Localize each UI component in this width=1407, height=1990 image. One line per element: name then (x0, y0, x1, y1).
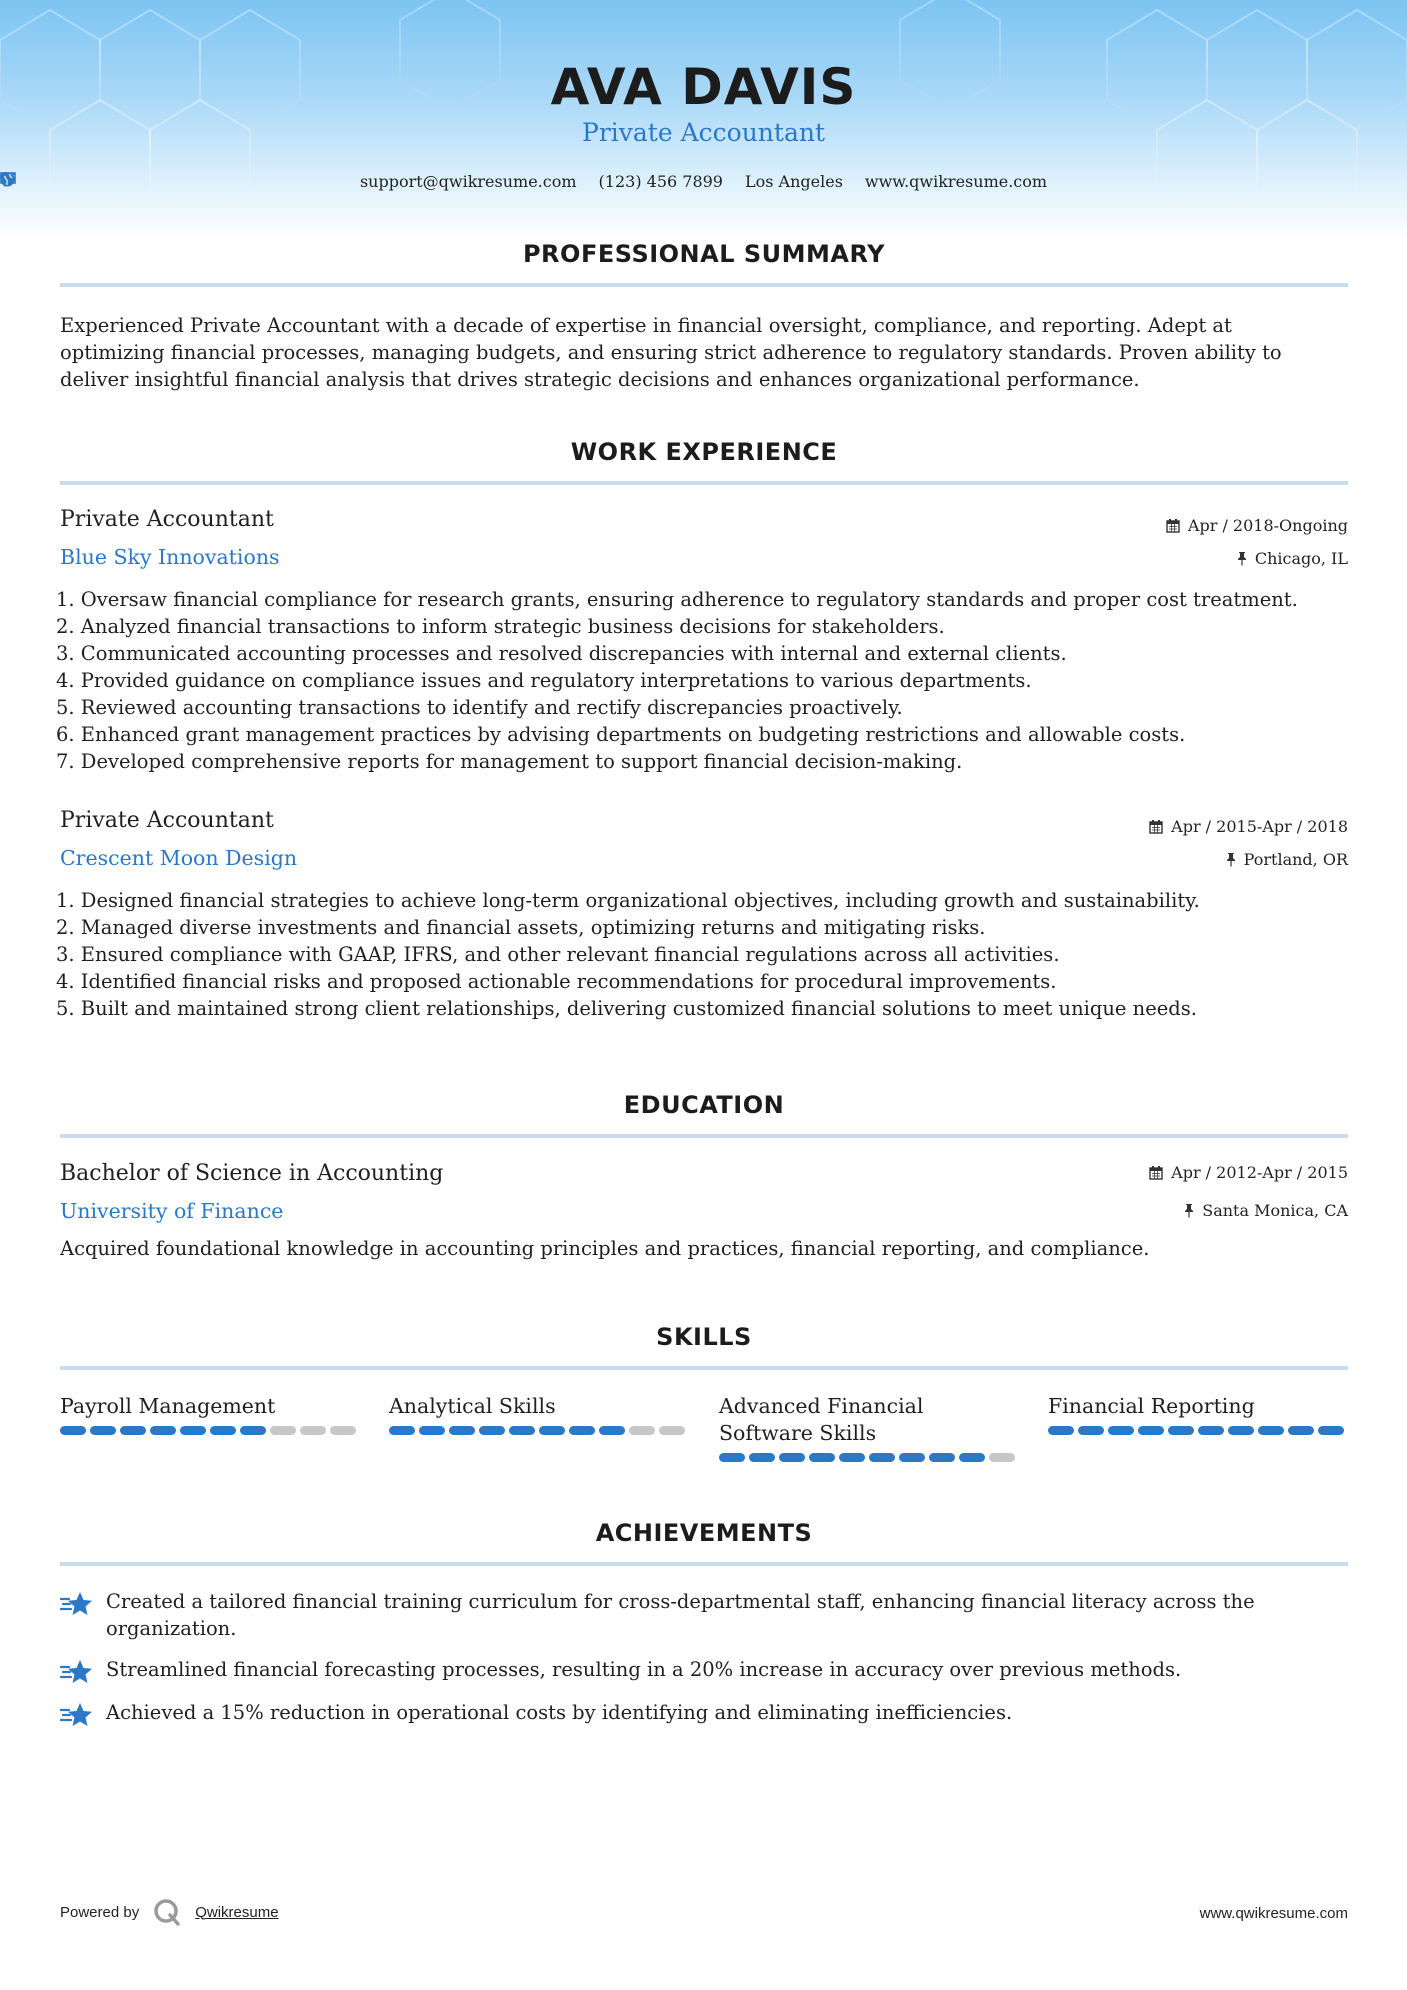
achievement-item (60, 1588, 1350, 1642)
skill-level-filled (479, 1426, 505, 1435)
calendar-icon (1166, 518, 1180, 533)
list-item: 1. Oversaw financial compliance for research grants, ensuring adherence to regulatory standards and proper cost treatment. (56, 588, 1298, 611)
skill-item (719, 1393, 1019, 1462)
header-banner (0, 0, 1407, 240)
job-company: Crescent Moon Design (60, 846, 298, 870)
candidate-role: Private Accountant (582, 118, 825, 147)
qwikresume-logo-icon (153, 1898, 181, 1926)
achievement-line: Achieved a 15% reduction in operational costs by identifying and eliminating inefficiencies. (106, 1701, 1013, 1724)
contact-email[interactable] (360, 172, 577, 191)
job-location-text: Portland, OR (1243, 850, 1348, 869)
contact-bar (0, 172, 1407, 191)
calendar-icon (1149, 1165, 1163, 1180)
degree-title: Bachelor of Science in Accounting (60, 1161, 444, 1186)
skill-level-filled (929, 1453, 955, 1462)
skill-level-filled (240, 1426, 266, 1435)
education-description: Acquired foundational knowledge in accounting principles and practices, financial reporting, and compliance. (60, 1237, 1150, 1260)
skill-level-filled (1228, 1426, 1254, 1435)
pushpin-icon (1226, 852, 1236, 867)
skill-level-filled (959, 1453, 985, 1462)
skill-level-filled (60, 1426, 86, 1435)
skills-divider (60, 1366, 1348, 1370)
skill-level-filled (1258, 1426, 1284, 1435)
achievements-heading: ACHIEVEMENTS (595, 1519, 813, 1547)
skill-level-filled (210, 1426, 236, 1435)
skill-level-filled (150, 1426, 176, 1435)
skill-level-filled (1198, 1426, 1224, 1435)
skill-level-filled (749, 1453, 775, 1462)
list-item: 2. Analyzed financial transactions to inform strategic business decisions for stakeholders. (56, 615, 945, 638)
list-item: 5. Reviewed accounting transactions to identify and rectify discrepancies proactively. (56, 696, 903, 719)
school-name: University of Finance (60, 1199, 284, 1223)
job-location (1237, 549, 1348, 568)
star-icon (60, 1701, 94, 1729)
achievement-text (106, 1699, 1012, 1729)
contact-location (745, 172, 843, 191)
star-icon (60, 1590, 94, 1618)
summary-line: optimizing financial processes, managing budgets, and ensuring strict adherence to regulatory standards. Proven ability to (60, 341, 1282, 364)
skill-level-filled (180, 1426, 206, 1435)
brand-link[interactable]: Qwikresume (195, 1903, 279, 1921)
skill-level-filled (869, 1453, 895, 1462)
skill-level-filled (1288, 1426, 1314, 1435)
skill-level-meter (1048, 1426, 1348, 1435)
experience-divider (60, 481, 1348, 485)
skill-item (1048, 1393, 1348, 1435)
job-location-text: Chicago, IL (1254, 549, 1348, 568)
job-title: Private Accountant (60, 808, 274, 833)
education-location (1184, 1201, 1348, 1220)
job-dates (1166, 516, 1348, 535)
skill-level-filled (419, 1426, 445, 1435)
skill-name: Advanced Financial Software Skills (719, 1394, 924, 1445)
job-duties (56, 887, 1356, 1022)
skill-level-filled (1138, 1426, 1164, 1435)
skill-level-filled (1048, 1426, 1074, 1435)
skills-heading: SKILLS (656, 1323, 752, 1351)
job-dates-text: Apr / 2015-Apr / 2018 (1171, 817, 1348, 836)
achievement-line: Streamlined financial forecasting processes, resulting in a 20% increase in accuracy over previous methods. (106, 1658, 1182, 1681)
skill-level-empty (300, 1426, 326, 1435)
education-heading: EDUCATION (623, 1091, 785, 1119)
skill-level-empty (330, 1426, 356, 1435)
achievement-item (60, 1656, 1350, 1686)
skill-name: Analytical Skills (389, 1394, 556, 1418)
summary-heading: PROFESSIONAL SUMMARY (522, 240, 886, 268)
summary-text (60, 312, 1350, 393)
skill-level-empty (270, 1426, 296, 1435)
achievement-line: Created a tailored financial training curriculum for cross-departmental staff, enhancing financial literacy across the (106, 1590, 1255, 1613)
skill-level-meter (60, 1426, 360, 1435)
star-icon (60, 1658, 94, 1686)
skill-level-filled (779, 1453, 805, 1462)
list-item: 1. Designed financial strategies to achieve long-term organizational objectives, including growth and sustainability. (56, 889, 1200, 912)
candidate-name: AVA DAVIS (550, 58, 857, 116)
skill-level-filled (90, 1426, 116, 1435)
skill-level-filled (839, 1453, 865, 1462)
skill-name: Financial Reporting (1048, 1394, 1255, 1418)
skill-level-meter (719, 1453, 1019, 1462)
list-item: 4. Provided guidance on compliance issues and regulatory interpretations to various departments. (56, 669, 1032, 692)
experience-heading: WORK EXPERIENCE (570, 438, 838, 466)
job-location (1226, 850, 1348, 869)
skill-level-empty (989, 1453, 1015, 1462)
globe-icon (0, 172, 15, 187)
skill-level-empty (659, 1426, 685, 1435)
skill-level-filled (120, 1426, 146, 1435)
contact-email-text: support@qwikresume.com (359, 172, 577, 191)
job-duties (56, 586, 1356, 775)
pushpin-icon (1237, 551, 1247, 566)
achievement-item (60, 1699, 1350, 1729)
job-dates (1149, 817, 1348, 836)
achievements-divider (60, 1562, 1348, 1566)
skill-level-filled (1318, 1426, 1344, 1435)
summary-line: Experienced Private Accountant with a decade of expertise in financial oversight, compliance, and reporting. Adept at (60, 314, 1232, 337)
summary-line: deliver insightful financial analysis that drives strategic decisions and enhances organizational performance. (60, 368, 1140, 391)
education-dates (1149, 1163, 1348, 1182)
pushpin-icon (1184, 1203, 1194, 1218)
contact-phone[interactable] (599, 172, 723, 191)
contact-website-text: www.qwikresume.com (864, 172, 1048, 191)
list-item: 5. Built and maintained strong client relationships, delivering customized financial solutions to meet unique needs. (56, 997, 1197, 1020)
skill-level-filled (449, 1426, 475, 1435)
contact-location-text: Los Angeles (744, 172, 843, 191)
skill-level-filled (389, 1426, 415, 1435)
list-item: 2. Managed diverse investments and financial assets, optimizing returns and mitigating risks. (56, 916, 986, 939)
skill-level-filled (539, 1426, 565, 1435)
contact-phone-text: (123) 456 7899 (598, 172, 723, 191)
skill-item (389, 1393, 689, 1435)
skill-level-filled (809, 1453, 835, 1462)
achievement-text (106, 1588, 1255, 1642)
footer-powered (60, 1898, 279, 1926)
skill-level-filled (899, 1453, 925, 1462)
skill-item (60, 1393, 360, 1435)
skill-level-empty (629, 1426, 655, 1435)
skill-level-filled (1078, 1426, 1104, 1435)
footer-site-link[interactable]: www.qwikresume.com (1199, 1905, 1348, 1922)
education-dates-text: Apr / 2012-Apr / 2015 (1171, 1163, 1348, 1182)
contact-website[interactable] (865, 172, 1047, 191)
skill-level-meter (389, 1426, 689, 1435)
achievement-line: organization. (106, 1617, 237, 1640)
job-dates-text: Apr / 2018-Ongoing (1187, 516, 1348, 535)
job-title: Private Accountant (60, 507, 274, 532)
calendar-icon (1149, 819, 1163, 834)
skill-level-filled (569, 1426, 595, 1435)
list-item: 7. Developed comprehensive reports for management to support financial decision-making. (56, 750, 963, 773)
powered-by-label: Powered by (60, 1903, 140, 1921)
skill-level-filled (1108, 1426, 1134, 1435)
list-item: 6. Enhanced grant management practices by advising departments on budgeting restrictions and allowable costs. (56, 723, 1186, 746)
skill-level-filled (1168, 1426, 1194, 1435)
skill-level-filled (719, 1453, 745, 1462)
list-item: 4. Identified financial risks and proposed actionable recommendations for procedural improvements. (56, 970, 1057, 993)
list-item: 3. Ensured compliance with GAAP, IFRS, and other relevant financial regulations across all activities. (56, 943, 1060, 966)
job-company: Blue Sky Innovations (60, 545, 280, 569)
skill-level-filled (599, 1426, 625, 1435)
achievement-text (106, 1656, 1181, 1686)
education-location-text: Santa Monica, CA (1202, 1201, 1348, 1220)
list-item: 3. Communicated accounting processes and resolved discrepancies with internal and external clients. (56, 642, 1067, 665)
skill-name: Payroll Management (60, 1394, 276, 1418)
education-divider (60, 1134, 1348, 1138)
summary-divider (60, 283, 1348, 287)
skill-level-filled (509, 1426, 535, 1435)
